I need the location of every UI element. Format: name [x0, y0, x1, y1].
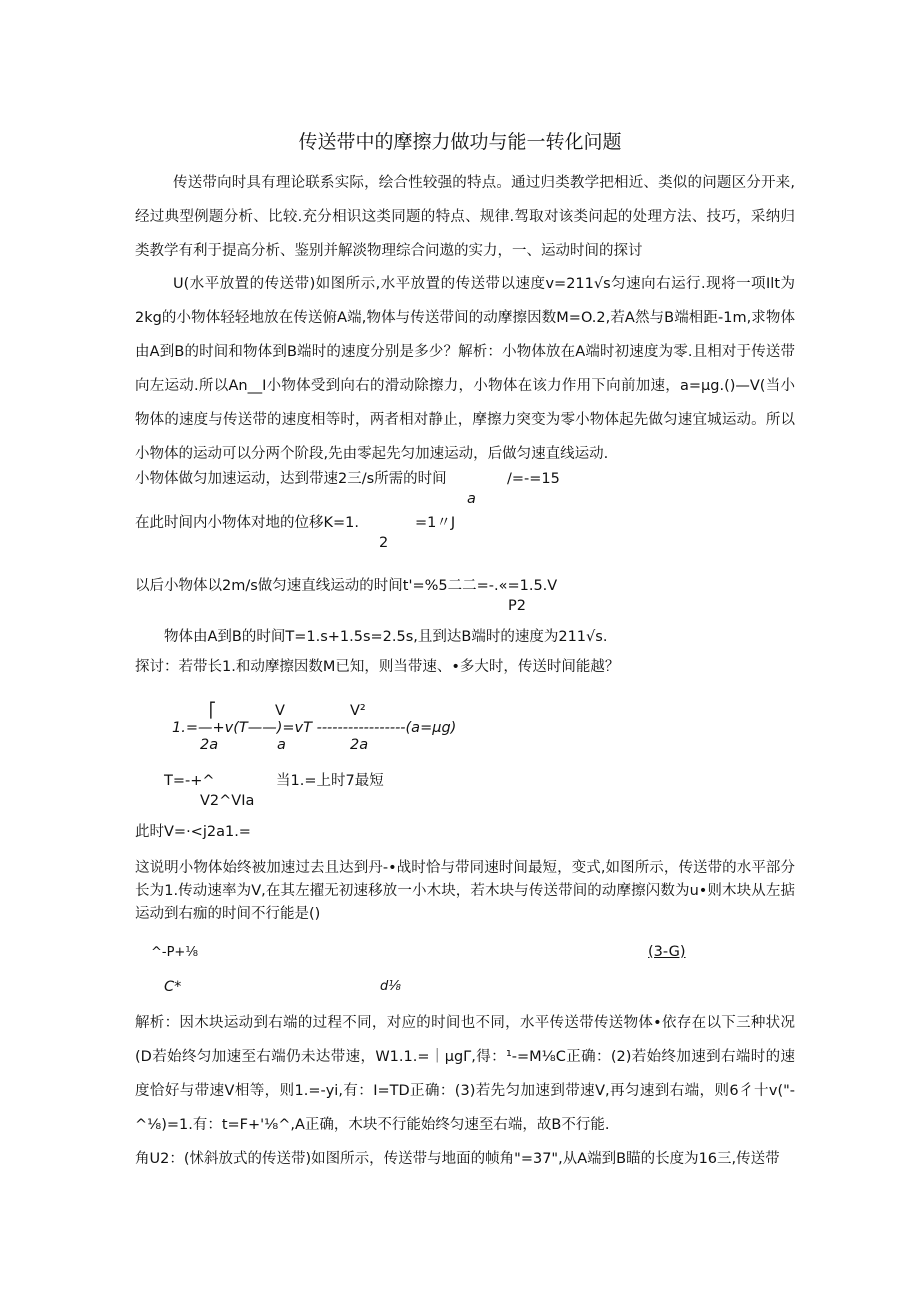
formula-bottom-2a: 2a — [200, 737, 219, 753]
eq3-denominator: P2 — [508, 598, 526, 614]
formula-bottom-a: a — [277, 737, 286, 753]
option-a: ^-P+⅛ — [151, 945, 198, 960]
variant-paragraph: 这说明小物体始终被加速过去且达到丹-•战时恰与带同速时间最短，变式,如图所示，传送带的水平部分长为1.传动速率为V,在其左擢无初速移放一小木块，若木块与传送带间的动摩擦闪数为u•则木块从左掂运动到右痂的时间不行能是() — [135, 860, 795, 922]
intro-paragraph — [135, 166, 795, 268]
example2-paragraph — [135, 1142, 795, 1176]
eq2-denominator: 2 — [379, 535, 389, 551]
t-denominator: V2^VIa — [200, 793, 255, 809]
option-d: d⅛ — [380, 979, 401, 994]
t-shortest-condition: 当1.=上时7最短 — [276, 773, 384, 789]
option-c: C* — [164, 979, 182, 995]
t-formula: T=-+^ — [164, 773, 215, 789]
formula-top-v: V — [275, 703, 285, 719]
eq2-text: 在此时间内小物体对地的位移K=1. — [135, 515, 359, 531]
formula-main: 1.=—+v(T——)=vT -----------------(a=μg) — [172, 720, 457, 736]
eq1-denominator: a — [467, 491, 476, 507]
eq2-result: =1〃J — [415, 515, 456, 531]
eq1-result: /=-=15 — [507, 471, 560, 487]
option-b: (3-G) — [648, 944, 686, 960]
formula-top-v2: V² — [350, 703, 366, 719]
intro-text: 传送带向时具有理论联系实际，绘合性较强的特点。通过归类教学把相近、类似的问题区分开来,经过典型例题分析、比较.充分相识这类同题的特点、规律.驾取对该类问起的处理方法、技巧，采纳归类教学有利于提高分析、鉴别并解淡物理综合问遨的实力，一、运动时间的探讨 — [135, 175, 795, 259]
eq1-text: 小物体做匀加速运动，达到带速2三/s所需的时间 — [135, 471, 447, 487]
analysis-paragraph — [135, 1006, 795, 1142]
v-line: 此时V=·<j2a1.= — [135, 824, 251, 840]
formula-bracket: ⎡ — [209, 703, 217, 719]
example1-paragraph — [135, 267, 795, 471]
eq3-text: 以后小物体以2m/s做匀速直线运动的时间t'=%5二二=-.«=1.5.V — [135, 578, 558, 594]
result-line: 物体由A到B的时间T=1.s+1.5s=2.5s,且到达B端时的速度为211√s. — [164, 629, 608, 645]
example2-text: 角U2：(怵斜放式的传送带)如图所示，传送带与地面的帧角"=37",从A端到B瞄的长度为16三,传送带 — [135, 1151, 780, 1167]
document-title: 传送带中的摩擦力做功与能一转化问题 — [298, 131, 622, 153]
formula-bottom-2a-b: 2a — [350, 737, 369, 753]
discuss-line: 探讨：若带长1.和动摩擦因数M已知，则当带速、•多大时，传送时间能越？ — [135, 659, 620, 675]
example1-text: U(水平放置的传送带)如图所示,水平放置的传送带以速度v=211√s匀速向右运行.现将一项Ilt为2kg的小物体轻轻地放在传送俯A端,物体与传送带间的动摩擦因数M=O.2,若A然与B端相距-1m,求物体由A到B的时间和物体到B端时的速度分别是多少？解析：小物体放在A端时初速度为零.且相对于传送带向左运动.所以An__I小物体受到向右的滑动除擦力，小物体在该力作用下向前加速，a=μg.()—V(当小物体的速度与传送带的速度相等时，两者相对静止，摩擦力突变为零小物体起先做匀速宜城运动。所以小物体的运动可以分两个阶段,先由零起先匀加速运动，后做匀速直线运动. — [135, 276, 795, 462]
analysis-text: 解析：因木块运动到右端的过程不同，对应的时间也不同，水平传送带传送物体•依存在以下三种状况(D若始终匀加速至右端仍未达带速，W1.1.=｜μgΓ,得：¹-=M⅛C正确：(2)若始终加速到右端时的速度恰好与带速V相等，则1.=-yi,有：I=TD正确：(3)若先匀加速到带速V,再匀速到右端，则6彳十v("-^⅛)=1.有：t=F+'⅛^,A正确，木块不行能始终匀速至右端，故B不行能. — [135, 1015, 795, 1133]
